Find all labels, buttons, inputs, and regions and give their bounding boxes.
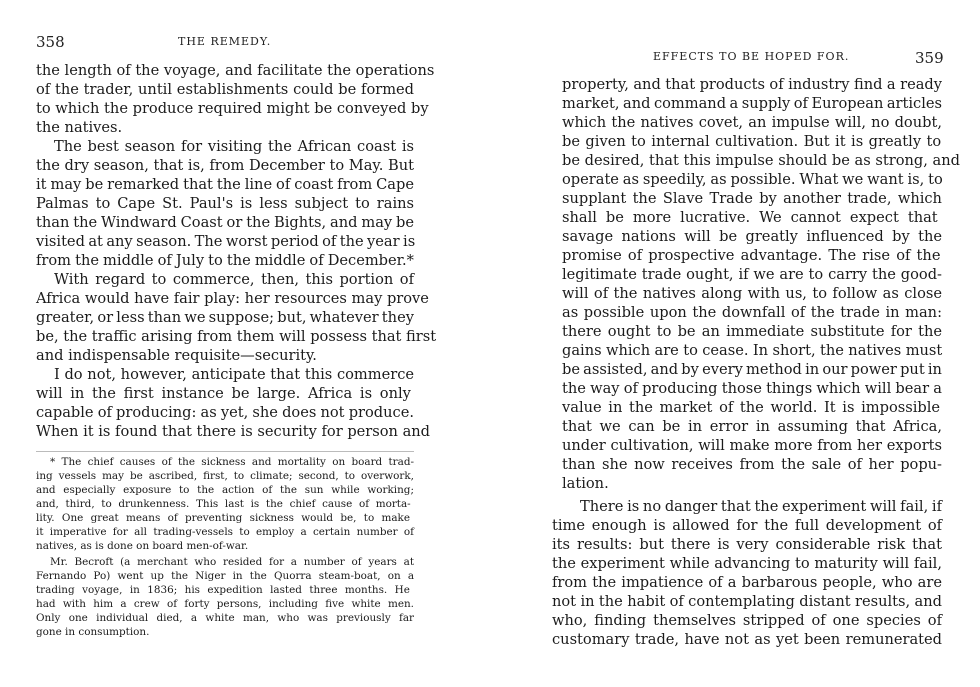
footnote-line-8: Mr. Becroft (a merchant who resided for a number of years at [50,556,415,568]
right-line-7: supplant the Slave Trade by another trade, which [562,190,942,207]
right-line-22: lation. [562,475,609,492]
left-line-13: Africa would have fair play: her resources may prove [36,290,429,307]
footnote-line-6: it imperative for all trading-vessels to employ a certain number of [36,526,415,538]
left-line-5: The best season for visiting the African coast is [54,138,415,155]
left-line-9: than the Windward Coast or the Bights, and may be [36,214,415,231]
left-running-head: THE REMEDY. [178,35,272,48]
footnote-line-5: lity. One great means of preventing sickness would be, to make [36,512,411,524]
right-line-13: as possible upon the downfall of the trade in man: [562,304,942,321]
left-line-14: greater, or less than we suppose; but, whatever they [36,309,414,326]
right-line-20: under cultivation, will make more from her exports [562,437,943,454]
right-line-4: be given to internal cultivation. But it is greatly to [562,133,942,150]
left-line-4: the natives. [36,119,123,136]
footnote-line-9: Fernando Po) went up the Niger in the Quorra steam-boat, on a [36,570,415,582]
right-line-10: promise of prospective advantage. The rise of the [562,247,941,264]
left-line-7: it may be remarked that the line of coast from Cape [36,176,414,193]
footnote-rule [36,451,414,452]
right-line-30: customary trade, have not as yet been remunerated [552,631,943,648]
right-line-9: savage nations will be greatly influenced by the [562,228,942,245]
right-line-17: the way of producing those things which will bear a [562,380,942,397]
left-line-11: from the middle of July to the middle of December.* [36,252,414,269]
right-line-27: from the impatience of a barbarous people, who are [552,574,942,591]
left-page-number: 358 [36,33,65,51]
right-line-23: There is no danger that the experiment will fail, if [580,498,943,515]
right-line-16: be assisted, and by every method in our power put in [562,361,942,378]
right-line-8: shall be more lucrative. We cannot expect that [562,209,938,226]
right-line-6: operate as speedily, as possible. What we want is, to [562,171,943,188]
footnote-line-4: and, third, to drunkenness. This last is the chief cause of morta- [36,498,411,510]
right-line-26: the experiment while advancing to maturity will fail, [552,555,942,572]
left-line-16: and indispensable requisite—security. [36,347,317,364]
footnote-line-2: ing vessels may be ascribed, first, to climate; second, to overwork, [36,470,414,482]
footnote-line-12: Only one individual died, a white man, who was previously far [36,612,415,624]
right-page [490,0,980,687]
footnote-line-1: * The chief causes of the sickness and mortality on board trad- [50,456,414,468]
left-line-6: the dry season, that is, from December to May. But [36,157,414,174]
left-line-17: I do not, however, anticipate that this commerce [54,366,415,383]
left-line-18: will in the first instance be large. Africa is only [36,385,411,402]
right-line-5: be desired, that this impulse should be as strong, and [562,152,960,169]
footnote-line-3: and especially exposure to the action of the sun while working; [36,484,414,496]
left-line-3: to which the produce required might be conveyed by [36,100,429,117]
left-line-12: With regard to commerce, then, this portion of [54,271,414,288]
right-line-14: there ought to be an immediate substitute for the [562,323,942,340]
right-line-24: time enough is allowed for the full development of [552,517,943,534]
right-line-19: that we can be in error in assuming that Africa, [562,418,942,435]
right-line-11: legitimate trade ought, if we are to carry the good- [562,266,942,283]
right-line-1: property, and that products of industry find a ready [562,76,942,93]
right-line-18: value in the market of the world. It is impossible [562,399,941,416]
left-line-20: When it is found that there is security for person and [36,423,431,440]
footnote-line-7: natives, as is done on board men-of-war. [36,540,249,552]
left-line-10: visited at any season. The worst period of the year is [36,233,416,250]
right-running-head: EFFECTS TO BE HOPED FOR. [653,50,850,63]
right-line-2: market, and command a supply of European articles [562,95,943,112]
left-line-8: Palmas to Cape St. Paul's is less subject to rains [36,195,415,212]
right-line-3: which the natives covet, an impulse will, no doubt, [562,114,942,131]
left-line-15: be, the traffic arising from them will possess that first [36,328,437,345]
left-line-1: the length of the voyage, and facilitate the operations [36,62,435,79]
footnote-line-10: trading voyage, in 1836; his expedition lasted three months. He [36,584,410,596]
left-line-19: capable of producing: as yet, she does not produce. [36,404,414,421]
right-line-15: gains which are to cease. In short, the natives must [562,342,943,359]
footnote-line-11: had with him a crew of forty persons, including five white men. [36,598,414,610]
right-line-12: will of the natives along with us, to follow as close [562,285,943,302]
left-line-2: of the trader, until establishments could be formed [36,81,415,98]
right-line-28: not in the habit of contemplating distant results, and [552,593,942,610]
right-line-21: than she now receives from the sale of her popu- [562,456,942,473]
right-line-25: its results: but there is very considerable risk that [552,536,942,553]
right-page-number: 359 [915,49,944,67]
footnote-line-13: gone in consumption. [36,626,150,638]
right-line-29: who, finding themselves stripped of one species of [552,612,942,629]
